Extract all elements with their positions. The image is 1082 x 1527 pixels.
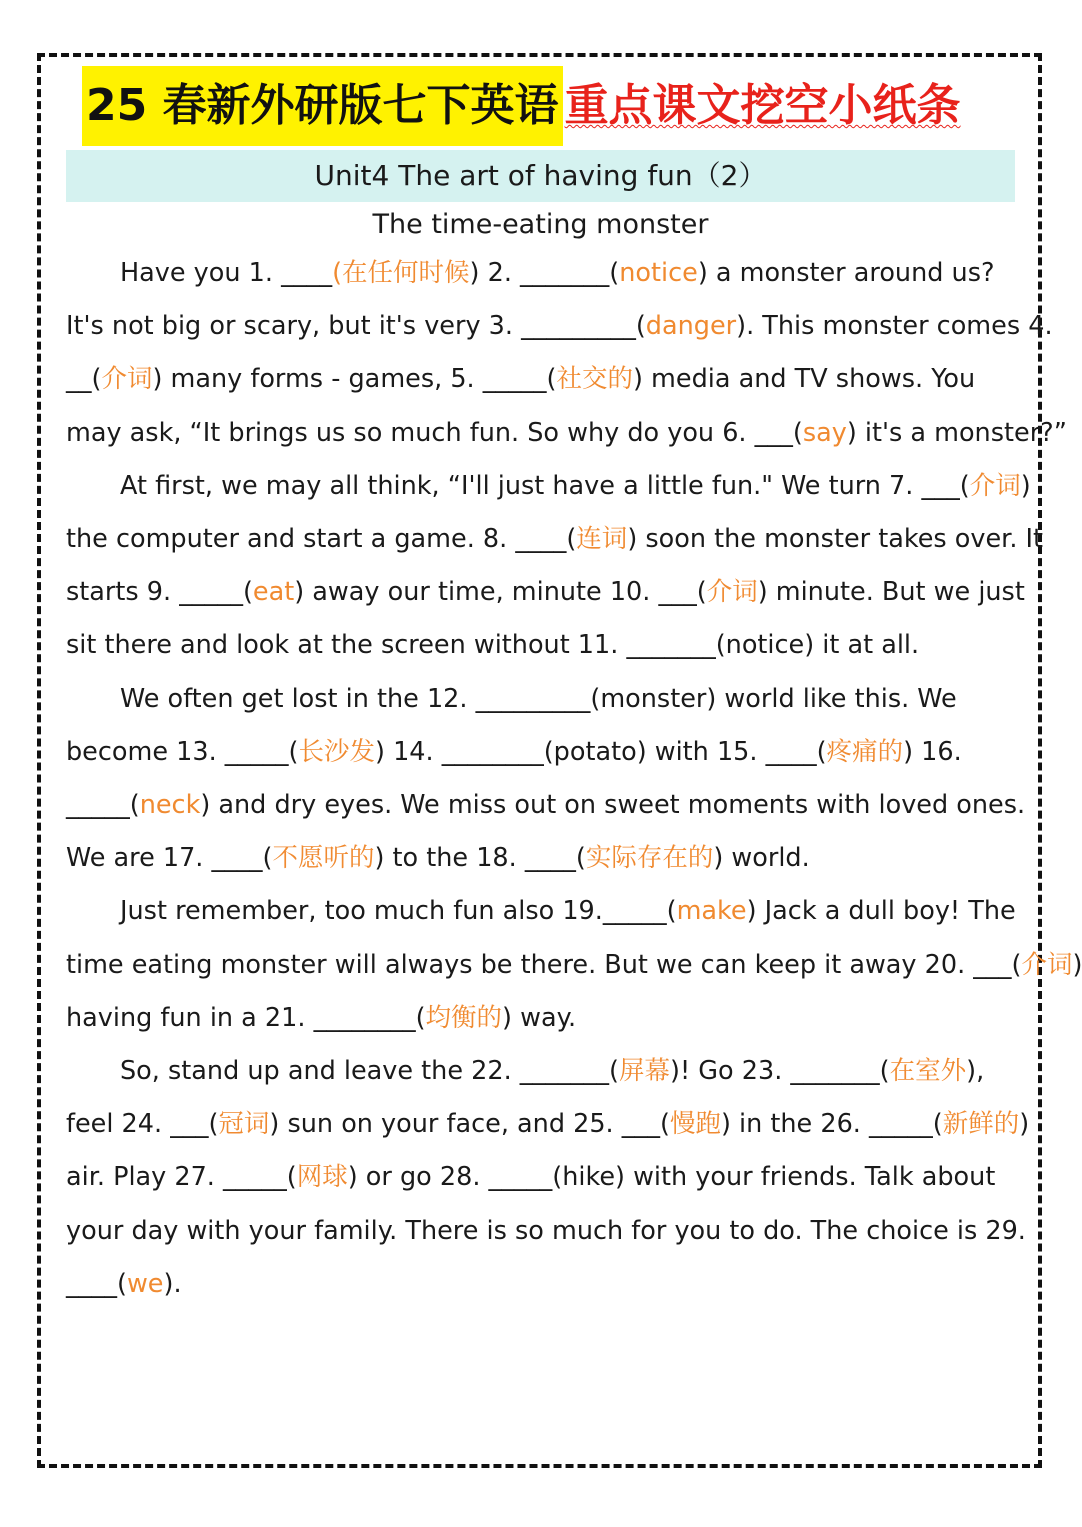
hint-word: 长沙发 bbox=[298, 736, 376, 767]
hint-word: say bbox=[802, 417, 847, 448]
passage-text: the computer and start a game. 8. ____( bbox=[66, 524, 577, 555]
passage-line bbox=[66, 460, 1031, 513]
passage-text: ) many forms - games, 5. _____( bbox=[152, 364, 557, 395]
hint-word: 网球 bbox=[296, 1162, 348, 1193]
passage-line bbox=[66, 407, 1067, 460]
hint-word: 慢跑 bbox=[669, 1109, 721, 1140]
hint-word: 疼痛的 bbox=[826, 736, 904, 767]
passage-text: __( bbox=[66, 364, 102, 395]
hint-word: 屏幕 bbox=[619, 1056, 671, 1087]
passage-line bbox=[66, 566, 1025, 619]
page-title bbox=[82, 66, 961, 146]
hint-word: 介词 bbox=[1021, 949, 1073, 980]
passage-text: We are 17. ____( bbox=[66, 843, 273, 874]
passage-text: ) Jack a dull boy! The bbox=[746, 896, 1016, 927]
passage-text: ) bbox=[1019, 1109, 1030, 1140]
passage-text: feel 24. ___( bbox=[66, 1109, 219, 1140]
passage-text: ) world. bbox=[713, 843, 810, 874]
passage-text: ) 14. ________(potato) with 15. ____( bbox=[375, 736, 827, 767]
hint-word: 新鲜的 bbox=[942, 1109, 1020, 1140]
passage-line bbox=[66, 1205, 1026, 1258]
passage-text: ) way. bbox=[502, 1002, 577, 1033]
passage-text: time eating monster will always be there. But we can keep it away 20. ___( bbox=[66, 949, 1022, 980]
passage-text: It's not big or scary, but it's very 3. _________( bbox=[66, 311, 646, 342]
passage-line bbox=[66, 726, 1021, 779]
passage-text: ) it's a monster?” bbox=[846, 417, 1067, 448]
passage-line bbox=[66, 353, 1021, 406]
passage-text: ) to the 18. ____( bbox=[374, 843, 586, 874]
passage-text: ) bbox=[1020, 470, 1031, 501]
passage-text: having fun in a 21. ________( bbox=[66, 1002, 426, 1033]
passage-text: ) or go 28. _____(hike) with your friends. Talk about bbox=[347, 1162, 996, 1193]
passage-text: We often get lost in the 12. _________(monster) world like this. We bbox=[120, 683, 957, 714]
hint-word: 不愿听的 bbox=[272, 843, 375, 874]
unit-title-bar: Unit4 The art of having fun（2） bbox=[66, 150, 1015, 202]
passage-text: ). This monster comes 4. bbox=[736, 311, 1053, 342]
passage-text: ). bbox=[163, 1268, 182, 1299]
passage-text: starts 9. _____( bbox=[66, 577, 253, 608]
passage-line bbox=[66, 939, 1082, 992]
passage-text: ____( bbox=[66, 1268, 127, 1299]
passage-text: ) media and TV shows. You bbox=[633, 364, 976, 395]
passage-text: your day with your family. There is so much for you to do. The choice is 29. bbox=[66, 1215, 1026, 1246]
passage-text: may ask, “It brings us so much fun. So why do you 6. ___( bbox=[66, 417, 803, 448]
passage-text: ) 2. _______( bbox=[469, 258, 620, 288]
passage-text: Just remember, too much fun also 19._____( bbox=[120, 896, 677, 927]
passage-line bbox=[66, 1258, 1021, 1311]
passage-text: ) sun on your face, and 25. ___( bbox=[269, 1109, 670, 1140]
passage-text: ) away our time, minute 10. ___( bbox=[294, 577, 707, 608]
passage-text: ) in the 26. _____( bbox=[720, 1109, 943, 1140]
hint-word: 实际存在的 bbox=[585, 843, 714, 874]
passage-text: ) 16. bbox=[903, 736, 962, 767]
passage-text: _____( bbox=[66, 790, 140, 821]
passage-text: ) minute. But we just bbox=[757, 577, 1025, 608]
passage-line bbox=[66, 992, 1021, 1045]
passage-text: sit there and look at the screen without 11. _______(notice) it at all. bbox=[66, 630, 920, 661]
passage-text: )! Go 23. _______( bbox=[670, 1056, 890, 1087]
passage-line bbox=[66, 300, 1053, 353]
passage-line bbox=[66, 513, 1044, 566]
passage-text: At first, we may all think, “I'll just have a little fun." We turn 7. ___( bbox=[120, 470, 970, 501]
passage-line bbox=[66, 1151, 1021, 1204]
passage-line bbox=[66, 885, 1021, 938]
passage-text: Have you 1. ____ bbox=[120, 258, 333, 288]
hint-word: 均衡的 bbox=[425, 1002, 503, 1033]
hint-word: make bbox=[676, 896, 747, 927]
passage-text: ) soon the monster takes over. It bbox=[627, 524, 1044, 555]
hint-word: 在室外 bbox=[889, 1056, 967, 1087]
passage-body bbox=[66, 247, 1082, 1311]
hint-word: 介词 bbox=[969, 470, 1021, 501]
hint-word: 连词 bbox=[576, 524, 628, 555]
passage-line bbox=[66, 779, 1026, 832]
passage-text: ) and dry eyes. We miss out on sweet moments with loved ones. bbox=[200, 790, 1026, 821]
title-main: 25 春新外研版七下英语 bbox=[82, 66, 563, 146]
passage-line bbox=[66, 1045, 1021, 1098]
hint-word: neck bbox=[139, 790, 201, 821]
passage-title: The time-eating monster bbox=[372, 209, 709, 240]
passage-text: ), bbox=[966, 1056, 985, 1087]
passage-text: ) a monster around us? bbox=[697, 258, 995, 288]
hint-word: 介词 bbox=[101, 364, 153, 395]
passage-text: become 13. _____( bbox=[66, 736, 299, 767]
hint-word: 介词 bbox=[706, 577, 758, 608]
hint-word: danger bbox=[645, 311, 737, 342]
passage-line bbox=[66, 1098, 1030, 1151]
hint-word: eat bbox=[252, 577, 295, 608]
hint-word: (在任何时候 bbox=[332, 258, 470, 288]
hint-word: 社交的 bbox=[556, 364, 633, 395]
title-accent: 重点课文挖空小纸条 bbox=[564, 80, 961, 131]
passage-text: So, stand up and leave the 22. _______( bbox=[120, 1056, 619, 1087]
hint-word: we bbox=[126, 1268, 164, 1299]
passage-line bbox=[66, 832, 1021, 885]
passage-line bbox=[66, 619, 1021, 672]
passage-text: ) bbox=[1072, 949, 1082, 980]
hint-word: notice bbox=[619, 258, 698, 288]
hint-word: 冠词 bbox=[218, 1109, 270, 1140]
passage-line bbox=[66, 673, 1021, 726]
passage-text: air. Play 27. _____( bbox=[66, 1162, 297, 1193]
passage-line bbox=[66, 247, 1021, 300]
